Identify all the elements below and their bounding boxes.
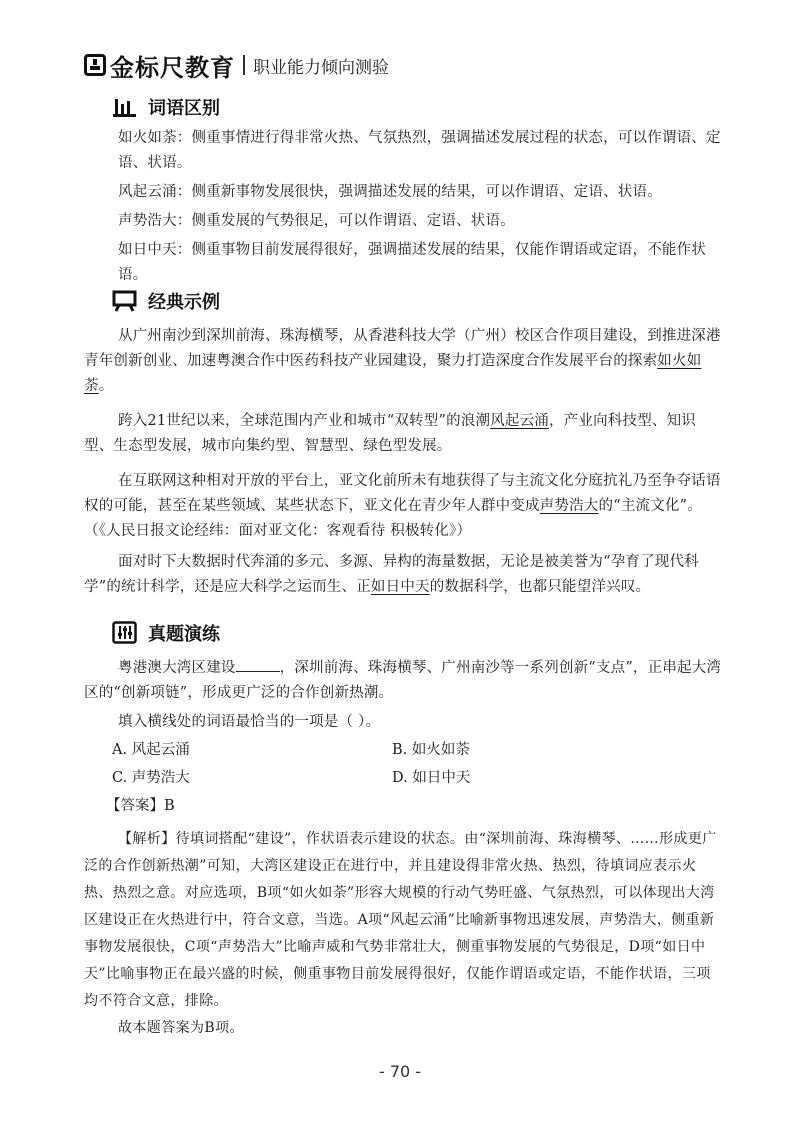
bar-chart-icon: [112, 95, 138, 119]
section-title: 经典示例: [148, 292, 220, 313]
example-text: 的“主流文化”。（《人民日报文论经纬：面对亚文化：客观看待 积极转化》）: [84, 498, 702, 539]
answer-line: 【答案】B: [106, 798, 175, 814]
page-number: - 70 -: [378, 1062, 422, 1081]
stem-text: 粤港澳大湾区建设: [118, 660, 236, 676]
option-c: C. 声势浩大: [112, 770, 190, 786]
example-paragraph: [84, 469, 724, 544]
answer-blank: [236, 657, 280, 672]
example-term: 声势浩大: [539, 498, 599, 514]
example-paragraph: [84, 550, 724, 600]
analysis-paragraph: [84, 826, 724, 1015]
example-text: 在互联网这种相对开放的平台上，亚文化前所未有地获得了与主流文化分庭抗礼乃至争夺话语权的可能，甚至在某些领域、某些状态下，亚文化在青少年人群中变成: [84, 473, 721, 514]
example-text: 。: [98, 378, 114, 394]
section-title: 词语区别: [148, 98, 220, 119]
example-term: 风起云涌: [490, 413, 549, 429]
example-paragraph: [84, 409, 724, 459]
example-text: ，产业向科技型、知识型、生态型发展，城市向集约型、智慧型、绿色型发展。: [84, 413, 696, 454]
analysis-text: 待填词搭配“建设”，作状语表示建设的状态。由“深圳前海、珠海横琴、……形成更广泛的合作创新热潮”可知，大湾区建设正在进行中，并且建设得非常火热、热烈，待填词应表示火热、热烈之意。对应选项，B项“如火如荼”形容大规模的行动气势旺盛、气氛热烈，可以体现出大湾区建设正在火热进行中，符合文意，当选。A项“风起云涌”比喻新事物迅速发展，声势浩大，侧重新事物发展很快，C项“声势浩大”比喻声威和气势非常壮大，侧重事物发展的气势很足，D项“如日中天”比喻事物正在最兴盛的时候，侧重事物目前发展得很好，仅能作谓语或定语，不能作状语，三项均不符合文意，排除。: [84, 831, 717, 1009]
options-row: [112, 764, 672, 792]
presentation-board-icon: [112, 289, 138, 313]
option-d: D. 如日中天: [392, 770, 471, 786]
example-text: 跨入21世纪以来，全球范围内产业和城市“双转型”的浪潮: [118, 413, 491, 429]
definition: ：侧重事物目前发展得很好，强调描述发展的结果，仅能作谓语或定语，不能作状语。: [118, 242, 707, 283]
options-row: [112, 736, 672, 764]
header-divider: [243, 55, 245, 75]
option-a: A. 风起云涌: [112, 742, 190, 758]
example-text: 从广州南沙到深圳前海、珠海横琴，从香港科技大学（广州）校区合作项目建设，到推进深港青年创新创业、加速粤澳合作中医药科技产业园建设，聚力打造深度合作发展平台的探索: [84, 328, 721, 369]
question-paragraph: [84, 656, 724, 706]
option-b: B. 如火如荼: [392, 742, 470, 758]
question-stem: [84, 656, 724, 735]
example-term: 如日中天: [370, 579, 430, 595]
definition: ：侧重新事物发展很快，强调描述发展的结果，可以作谓语、定语、状语。: [176, 184, 662, 200]
stem-text: ，深圳前海、珠海横琴、广州南沙等一系列创新“支点”，正串起大湾区的“创新项链”，形成更广泛的合作创新热潮。: [84, 660, 722, 701]
list-item: [84, 209, 724, 234]
page-header: [84, 48, 389, 82]
subject-title: 职业能力倾向测验: [253, 57, 389, 78]
example-paragraph: [84, 324, 724, 399]
conclusion: 故本题答案为B项。: [118, 1020, 244, 1036]
example-text: 面对时下大数据时代奔涌的多元、多源、异构的海量数据，无论是被美誉为“孕育了现代科学”的统计科学，还是应大科学之运而生、正: [84, 554, 699, 595]
term: 如火如荼: [118, 130, 177, 146]
list-item: [84, 126, 724, 176]
term: 风起云涌: [118, 184, 177, 200]
brand-name: 金标尺教育: [110, 53, 235, 82]
example-term: 如火如荼: [84, 353, 702, 394]
sliders-icon: [112, 621, 138, 645]
section-heading-examples: [112, 288, 220, 314]
section-title: 真题演练: [148, 624, 220, 645]
section-heading-diff: [112, 94, 220, 120]
examples-body: [84, 324, 724, 600]
example-text: 的数据科学，也都只能望洋兴叹。: [429, 579, 651, 595]
analysis-block: [84, 826, 724, 1042]
definition: ：侧重事情进行得非常火热、气氛热烈，强调描述发展过程的状态，可以作谓语、定语、状语。: [118, 130, 721, 171]
list-item: [84, 238, 724, 288]
list-item: [84, 180, 724, 205]
question-prompt: 填入横线处的词语最恰当的一项是（ ）。: [118, 714, 381, 730]
section-heading-practice: [112, 620, 220, 646]
options-list: [106, 736, 672, 820]
term: 如日中天: [118, 242, 177, 258]
word-diff-list: [84, 126, 724, 292]
analysis-tag: 【解析】: [118, 831, 176, 847]
term: 声势浩大: [118, 213, 177, 229]
definition: ：侧重发展的气势很足，可以作谓语、定语、状语。: [176, 213, 515, 229]
brand-logo-icon: [84, 54, 106, 76]
